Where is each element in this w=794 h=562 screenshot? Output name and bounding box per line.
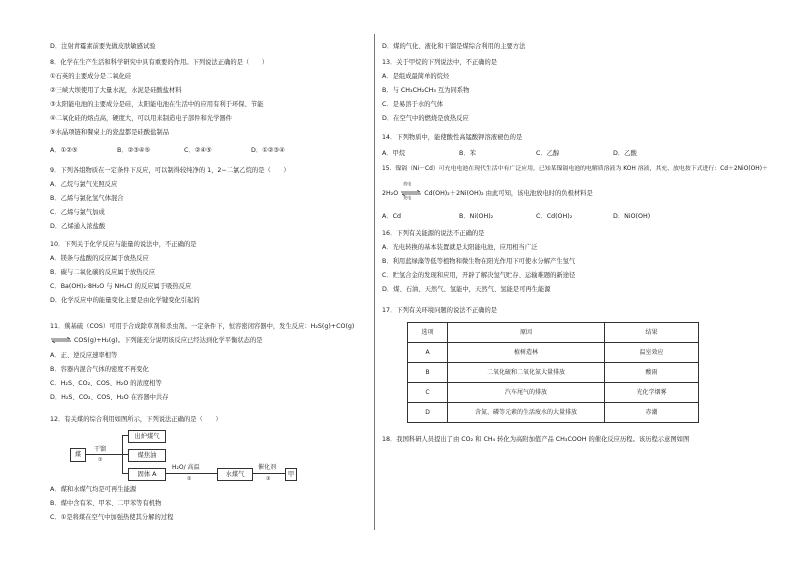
q8-item-2: ②三峡大坝使用了大量水泥，水泥是硅酸盐材料 [50,87,182,94]
q8-item-4: ④二氧化硅的熔点高，硬度大，可以用来制造电子部件和光学器件 [50,115,232,122]
table-header-cell: 选项 [408,323,448,343]
q13-option-d: D．在空气中的燃烧是放热反应 [382,115,469,122]
q10-option-b: B．碳与二氧化碳的反应属于放热反应 [50,269,156,276]
q8-options [50,147,318,155]
q16-option-d: D．煤、石油、天然气、氢能中，天然气、氢能是可再生能源 [382,286,551,293]
question-17 [382,307,497,315]
q15-reactant-water: 2H₂O [382,190,399,197]
table-header-cell: 原因 [448,323,605,343]
q11-stem-text: COS(g)+H₂(g)。下列能充分说明该反应已经达到化学平衡状态的是 [74,337,263,344]
q13-option-c: C．是易溶于水的气体 [382,101,444,108]
question-10 [50,241,200,304]
q13-stem: 13．关于甲烷的下列说法中，不正确的是 [382,59,498,66]
table-cell: D [408,403,448,423]
q12-option-a: A．煤和水煤气均是可再生能源 [50,486,137,493]
equilibrium-arrow-icon [50,337,72,343]
q11-option-a: A．正、逆反应速率相等 [50,352,118,359]
furnace-gas-box: 出炉煤气 [128,430,166,443]
table-cell: B [408,363,448,383]
table-row [408,363,699,383]
question-8 [50,59,285,154]
q16-option-a: A．光电转换的基本装置就是太阳能电池，应用相当广泛 [382,244,538,251]
q12-option-c: C．①是将煤在空气中加强热使其分解的过程 [50,514,174,521]
table-cell: 温室效应 [605,343,699,363]
question-12 [50,416,222,424]
q10-stem: 10．下列关于化学反应与能量的说法中，不正确的是 [50,241,197,248]
q15-question-text: 由此可知，该电池放电时的负极材料是 [485,190,593,197]
question-16 [382,230,576,293]
methanol-box: 甲 [285,468,297,481]
q13-option-a: A．是组成最简单的烷烃 [382,73,450,80]
table-cell: 赤潮 [605,403,699,423]
q14-option-b: B．苯 [459,150,476,157]
table-cell: 酸雨 [605,363,699,383]
table-row [408,403,699,423]
q16-stem: 16．下列有关能源的说法不正确的是 [382,230,485,237]
question-14 [382,134,637,157]
q14-option-d: D．乙酸 [613,150,637,157]
dry-distillation-label: 干馏 [94,446,107,453]
q8-item-5: ⑤水晶项链和餐桌上的瓷盘都是硅酸盐制品 [50,129,169,136]
reaction-condition-label: H₂O/ 高温 [172,464,200,471]
q10-option-c: C．Ba(OH)₂·8H₂O 与 NH₄Cl 的反应属于吸热反应 [50,283,192,290]
step-1-label: ① [98,457,103,463]
catalyst-label: 催化剂 [258,464,277,471]
diagram-line [85,454,122,455]
q11-option-d: D．H₂S、CO₂、COS、H₂O 在容器中共存 [50,394,169,401]
q9-option-c: C．乙烯与氯气加成 [50,209,105,216]
q9-option-a: A．乙烷与氯气光照反应 [50,181,118,188]
q9-stem: 9．下列各组物质在一定条件下反应，可以制得较纯净的 1，2−二氯乙烷的是（ ） [50,167,290,174]
table-header-row [408,323,699,343]
solid-a-box: 固体 A [128,468,166,481]
q15-option-c: C．Cd(OH)₂ [536,213,573,220]
table-cell: 植树造林 [448,343,605,363]
step-2-label: ② [187,476,192,482]
q16-option-b: B．利用蓝绿藻等低等植物和微生物在阳光作用下可使水分解产生氢气 [382,258,576,265]
q11-stem-line2 [50,337,263,345]
q8-option-d: D．①②③④ [251,147,285,154]
q8-option-b: B．②③④⑤ [117,147,151,154]
question-13 [382,59,498,122]
table-cell: A [408,343,448,363]
q14-stem: 14．下列物质中，能使酸性高锰酸钾溶液褪色的是 [382,134,523,141]
table-header-cell: 结果 [605,323,699,343]
q8-stem: 8．化学在生产生活和科学研究中具有重要的作用。下列说法正确的是（ ） [50,59,269,66]
q10-option-d: D．化学反应中的能量变化主要是由化学键变化引起的 [50,297,200,304]
q12-stem: 12．有关煤的综合利用如图所示，下列说法正确的是（ ） [50,416,222,423]
q9-option-b: B．乙烯与氯化氢气体混合 [50,195,124,202]
q15-option-d: D．NiO(OH) [613,213,651,220]
diagram-line [165,473,217,474]
q18-stem: 18．我国科研人员提出了由 CO₂ 和 CH₄ 转化为高附加值产品 CH₃COOH 的催化反应历程。该历程示意图如图 [382,436,690,443]
q8-option-a: A．①②⑤ [50,147,78,154]
coal-tar-box: 煤焦油 [128,449,166,462]
q15-stem-line1: 15．镍镉（Ni－Cd）可充电电池在现代生活中有广泛应用，已知某镍镉电池的电解质溶液为 KOH 溶液，其充、放电按下式进行：Cd＋2NiO(OH)＋ [382,166,768,172]
q14-options [382,150,690,158]
environment-issue-table [407,322,699,423]
q8-item-3: ③太阳能电池的主要成分是硅，太阳能电池在生活中的应用有利于环保、节能 [50,101,264,108]
q11-option-c: C．H₂S、CO₂、COS、H₂O 的浓度相等 [50,380,162,387]
q14-option-a: A．甲烷 [382,150,406,157]
q14-option-c: C．乙醇 [536,150,560,157]
q8-option-c: C．②④⑤ [184,147,212,154]
table-row [408,343,699,363]
q17-stem: 17．下列有关环境问题的说法不正确的是 [382,307,498,314]
charge-discharge-arrow-icon [400,181,422,200]
q11-stem-line1: 11．羰基硫（COS）可用于合成除草剂和杀虫剂。一定条件下，恒容密闭容器中，发生反应：H₂S(g)+CO(g) [50,323,355,330]
discharge-label: 放电 [403,181,412,186]
q16-option-c: C．贮氢合金的发现和应用，开辟了解决氢气贮存、运输难题的新途径 [382,272,576,279]
column-divider [374,34,375,530]
table-cell: 含氮、磷等元素的生活废水的大量排放 [448,403,605,423]
diagram-line [252,473,285,474]
table-cell: 二氧化硫和二氧化氮大量排放 [448,363,605,383]
table-cell: 光化学烟雾 [605,383,699,403]
water-gas-box: 水煤气 [217,468,253,481]
table-row [408,383,699,403]
q15-products: Cd(OH)₂＋2Ni(OH)₂ [424,190,484,197]
q9-option-d: D．乙烯通入浓盐酸 [50,223,106,230]
question-11 [50,323,355,401]
q15-options [382,213,690,221]
coal-utilization-diagram [50,430,350,482]
q11-option-b: B．容器内混合气体的密度不再变化 [50,366,149,373]
q15-stem-line2 [382,181,593,200]
charge-label: 充电 [403,195,412,200]
step-3-label: ③ [266,476,271,482]
q12-option-b: B．煤中含有苯、甲苯、二甲苯等有机物 [50,500,162,507]
q12-option-d: D．煤的气化、液化和干馏是煤综合利用的主要方法 [382,43,526,50]
q15-option-b: B．Ni(OH)₂ [459,213,494,220]
q15-option-a: A．Cd [382,213,401,220]
q7-option-d: D．注射青霉素前要先做皮肤敏感试验 [50,43,156,50]
question-15 [382,166,768,220]
coal-box: 煤 [70,448,86,462]
table-cell: C [408,383,448,403]
q13-option-b: B．与 CH₃CH₂CH₃ 互为同系物 [382,87,470,94]
table-cell: 汽车尾气的排放 [448,383,605,403]
q8-item-1: ①石英的主要成分是二氧化硅 [50,73,132,80]
q10-option-a: A．镁条与盐酸的反应属于放热反应 [50,255,149,262]
question-9 [50,167,290,230]
